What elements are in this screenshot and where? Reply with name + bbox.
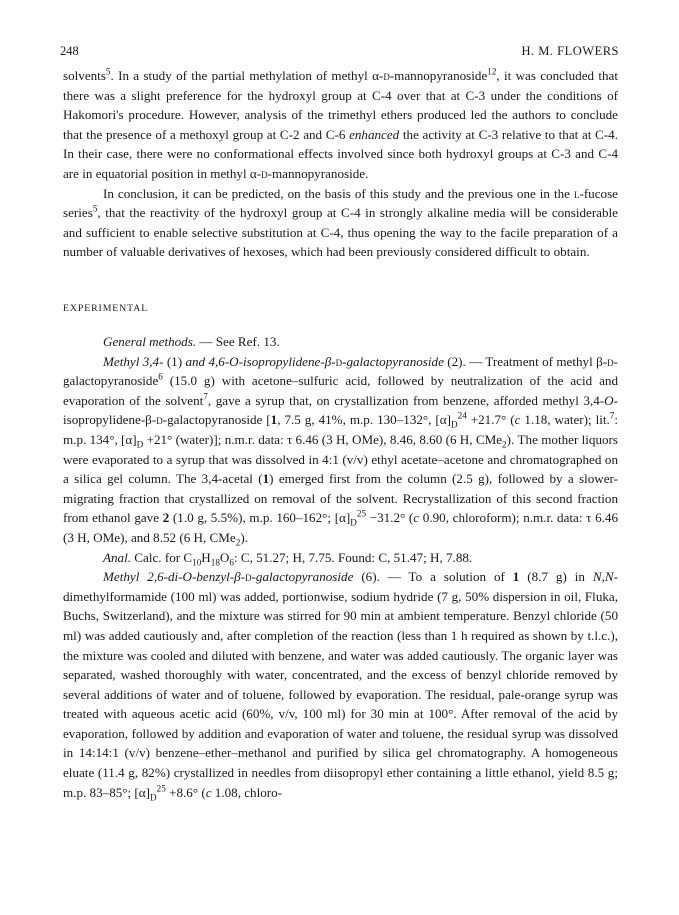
discussion-text: [63, 66, 618, 262]
paragraph-conclusion: In conclusion, it can be predicted, on the basis of this study and the previous one in the l-fucose series$^5$, that the reactivity of the hydroxyl group at C-4 in strongly alkaline media will be considerable and sufficient to enable selective substitution at C-4, thus opening the way to the facile preparation of a number of valuable derivatives of hexoses, which had been previously considered difficult to obtain.: [63, 185, 618, 260]
page-number: 248: [60, 44, 79, 58]
procedure-isopropylidene: Methyl 3,4- (1) and 4,6-O-isopropylidene-β-d-galactopyranoside (2). — Treatment of methyl β-d-galactopyranoside$^6$ (15.0 g) with acetone–sulfuric acid, followed by neutralization of the acid and evaporation of the solvent$^7$, gave a syrup that, on crystallization from benzene, afforded methyl 3,4-O-isopropylidene-β-d-galactopyranoside [1, 7.5 g, 41%, m.p. 130–132°, $[\alpha]_D^{24} +21.7^\circ$ (c 1.18, water); lit.$^7$: m.p. 134°, $[\alpha]_D +21^\circ$ (water)]; n.m.r. data: τ 6.46 (3 H, OMe), 8.46, 8.60 (6 H, CMe$_2$). The mother liquors were evaporated to a syrup that was dissolved in 4:1 (v/v) ethyl acetate–acetone and chromatographed on a silica gel column. The 3,4-acetal (1) emerged first from the column (2.5 g), followed by a slower-migrating fraction that crystallized on removal of the solvent. Recrystallization of this second fraction from ethanol gave 2 (1.0 g, 5.5%), m.p. 160–162°; $[\alpha]_D^{25} -31.2^\circ$ (c 0.90, chloroform); n.m.r. data: τ 6.46 (3 H, OMe), and 8.52 (6 H, CMe$_2$).: [63, 353, 619, 548]
section-heading-experimental: EXPERIMENTAL: [63, 303, 149, 314]
elemental-analysis: Anal. Calc. for $C_{10}H_{18}O_6$: C, 51.27; H, 7.75. Found: C, 51.47; H, 7.88.: [103, 549, 473, 568]
paragraph-partial-methylation: solvents$^5$. In a study of the partial methylation of methyl α-d-mannopyranoside$^{12}$, it was concluded that there was a slight preference for the hydroxyl group at C-4 over that at C-3 under the conditions of Hakomori's procedure. However, analysis of the trimethyl ethers produced led the authors to conclude that the presence of a methoxyl group at C-2 and C-6 enhanced the activity at C-3 relative to that at C-4. In their case, there were no conformational effects involved since both hydroxyl groups at C-3 and C-4 are in equatorial position in methyl α-d-mannopyranoside.: [63, 66, 618, 181]
general-methods: General methods. — See Ref. 13.: [103, 334, 280, 349]
procedure-dibenzyl: Methyl 2,6-di-O-benzyl-β-d-galactopyranoside (6). — To a solution of 1 (8.7 g) in N,N-dimethylformamide (100 ml) was added, portionwise, sodium hydride (7 g, 50% dispersion in oil, Fluka, Buchs, Switzerland), and the mixture was stirred for 90 min at ambient temperature. Benzyl chloride (50 ml) was added cautiously and, after completion of the reaction (less than 1 h required as shown by t.l.c.), the mixture was cooled and diluted with benzene, and water was added cautiously. The organic layer was separated, washed thoroughly with water, concentrated, and the excess of benzyl chloride removed by several additions of water and of toluene, followed by evaporation. The residual, pale-orange syrup was treated with aqueous acetic acid (60%, v/v, 100 ml) for 30 min at 100°. After removal of the acid by evaporation, followed by addition and evaporation of water and toluene, the residual syrup was dissolved in 14:14:1 (v/v) benzene–ether–methanol and purified by silica gel chromatography. A homogeneous eluate (11.4 g, 82%) crystallized in needles from diisopropyl ether containing a little ethanol, yield 8.5 g; m.p. 83–85°; $[\alpha]_D^{25} +8.6^\circ$ (c 1.08, chloro-: [63, 569, 618, 803]
running-author: H. M. FLOWERS: [521, 44, 619, 58]
experimental-text: [63, 332, 618, 802]
running-header: [60, 44, 619, 60]
